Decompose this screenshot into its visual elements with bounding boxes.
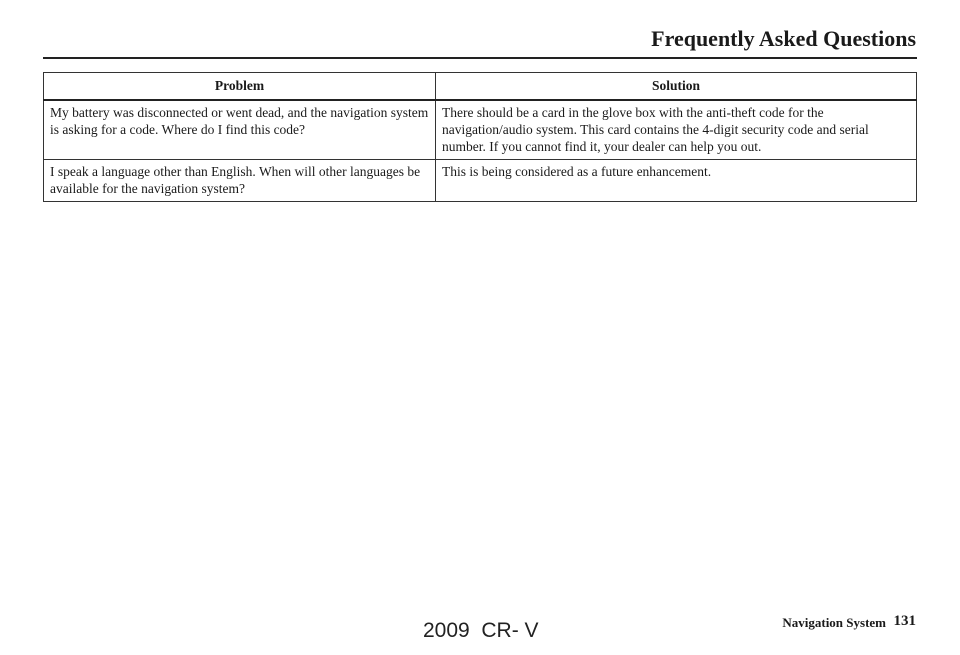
table-row xyxy=(44,100,917,160)
title-divider xyxy=(43,57,917,59)
problem-cell: My battery was disconnected or went dead, and the navigation system is asking for a code. Where do I find this code? xyxy=(44,100,436,160)
column-header-problem: Problem xyxy=(44,73,436,101)
solution-cell: There should be a card in the glove box with the anti-theft code for the navigation/audio system. This card contains the 4-digit security code and serial number. If you cannot find it, your dealer can help you out. xyxy=(436,100,917,160)
page-number: 131 xyxy=(893,613,916,629)
model-watermark: 2009 CR- V xyxy=(423,619,539,642)
footer-section-label: Navigation System xyxy=(782,615,886,630)
solution-cell: This is being considered as a future enhancement. xyxy=(436,160,917,202)
table-header-row xyxy=(44,73,917,101)
problem-cell: I speak a language other than English. When will other languages be available for the navigation system? xyxy=(44,160,436,202)
page-title: Frequently Asked Questions xyxy=(651,26,916,51)
table-row xyxy=(44,160,917,202)
faq-table xyxy=(43,72,917,202)
column-header-solution: Solution xyxy=(436,73,917,101)
